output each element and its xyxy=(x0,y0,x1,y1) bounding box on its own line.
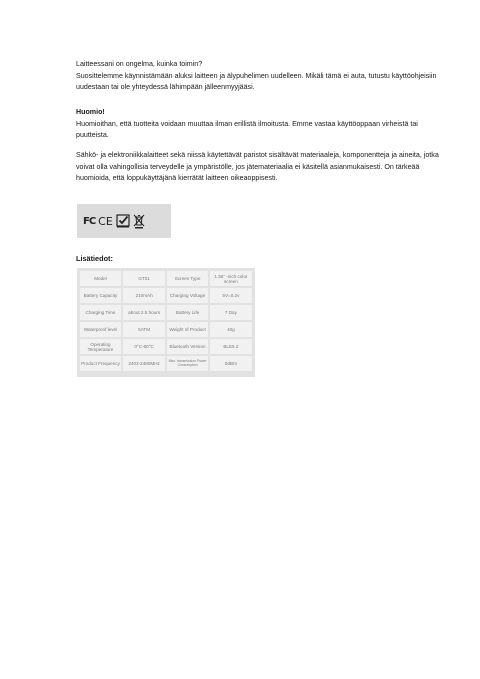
note-heading: Huomio! xyxy=(76,108,105,116)
certification-marks xyxy=(77,204,171,238)
spec-label: Battery Capacity xyxy=(80,288,121,303)
spec-label: Waterproof level xyxy=(80,322,121,337)
spec-value: 7 Day xyxy=(210,305,252,320)
spec-label: Battery Life xyxy=(167,305,208,320)
spec-value: 5V=0.2v xyxy=(210,288,252,303)
spec-value: 40g xyxy=(210,322,252,337)
note-text: Huomioithan, että tuotteita voidaan muuttaa ilman erillistä ilmoitusta. Emme vastaa käyttöoppaan virheistä tai puutteista. xyxy=(76,119,418,139)
spec-value: 210mAh xyxy=(123,288,165,303)
spec-value: 5ATM xyxy=(123,322,165,337)
fcc-mark-icon: FC xyxy=(83,215,96,227)
table-row xyxy=(80,271,252,286)
table-row xyxy=(80,339,252,354)
rohs-check-icon xyxy=(116,214,130,228)
spec-value: 0dBm xyxy=(210,356,252,371)
spec-value: 0°C-60°C xyxy=(123,339,165,354)
spec-label: Screen Type xyxy=(167,271,208,286)
table-row xyxy=(80,322,252,337)
spec-label: Charging Voltage xyxy=(167,288,208,303)
spec-label: Model xyxy=(80,271,121,286)
ce-mark-icon: CE xyxy=(98,214,113,228)
troubleshooting-answer: Suosittelemme käynnistämään aluksi laitteen ja älypuhelimen uudelleen. Mikäli tämä ei auta, tutustu käyttöohjeisiin uudestaan tai ole yhteydessä lähimpään jälleenmyyjääsi. xyxy=(76,71,437,91)
spec-table-container xyxy=(77,268,255,377)
table-row xyxy=(80,356,252,371)
weee-crossed-bin-icon xyxy=(133,214,145,229)
spec-label: Weight of Product xyxy=(167,322,208,337)
spec-value: 1.55" -inch color screen xyxy=(210,271,252,286)
spec-value: about 2.5 hours xyxy=(123,305,165,320)
disposal-text: Sähkö- ja elektroniikkalaitteet sekä niissä käytettävät paristot sisältävät materiaaleja, komponentteja ja aineita, jotka voivat olla vahingollisia terveydelle ja ympäristölle, jos jätemateriaalia ei käsitellä asianmukaisesti. On tärkeää huomioida, että loppukäyttäjänä kierrätät laitteen oikeaoppisesti. xyxy=(76,151,439,182)
spec-label: Max. transmission Power Consumption xyxy=(167,356,208,371)
troubleshooting-question: Laitteessani on ongelma, kuinka toimin? xyxy=(76,60,203,68)
spec-label: Bluetooth Version xyxy=(167,339,208,354)
spec-label: Operating Temperature xyxy=(80,339,121,354)
spec-table xyxy=(78,269,254,373)
spec-label: Product Frequency xyxy=(80,356,121,371)
spec-value: BLE5.2 xyxy=(210,339,252,354)
spec-value: 2402-2480MHz xyxy=(123,356,165,371)
table-row xyxy=(80,288,252,303)
troubleshooting-section xyxy=(76,59,446,94)
info-heading: Lisätiedot: xyxy=(76,254,113,263)
spec-value: GT01 xyxy=(123,271,165,286)
disposal-section xyxy=(76,150,446,185)
note-section xyxy=(76,107,446,142)
table-row xyxy=(80,305,252,320)
spec-label: Charging Time xyxy=(80,305,121,320)
